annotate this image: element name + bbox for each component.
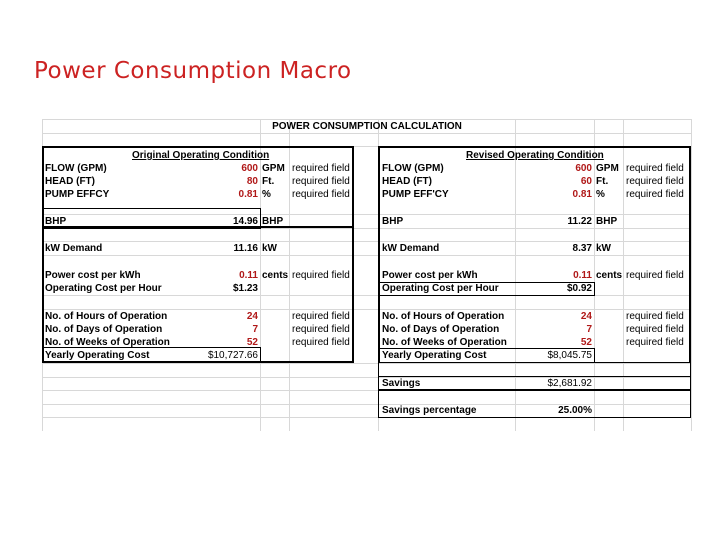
original-kw-label: kW Demand	[45, 243, 103, 254]
revised-eff-label: PUMP EFF'CY	[382, 189, 449, 200]
revised-yearly-value: $8,045.75	[547, 350, 592, 361]
original-eff-label: PUMP EFFCY	[45, 189, 110, 200]
original-kw-unit: kW	[262, 243, 277, 254]
original-bhp-label: BHP	[45, 216, 67, 227]
original-cost-kwh-unit: cents	[262, 270, 289, 281]
revised-kw-unit: kW	[596, 243, 611, 254]
original-kw-value: 11.16	[233, 243, 258, 254]
revised-cost-kwh-input[interactable]: 0.11	[573, 270, 592, 281]
revised-kw-label: kW Demand	[382, 243, 440, 254]
revised-eff-note: required field	[626, 189, 684, 200]
revised-flow-input[interactable]: 600	[575, 163, 592, 174]
sheet-header: POWER CONSUMPTION CALCULATION	[272, 121, 462, 132]
revised-weeks-label: No. of Weeks of Operation	[382, 337, 507, 348]
original-flow-unit: GPM	[262, 163, 285, 174]
original-bhp-value: 14.96	[232, 216, 258, 227]
savings-value: $2,681.92	[547, 378, 592, 389]
slide-title: Power Consumption Macro	[34, 58, 352, 84]
spreadsheet	[42, 119, 692, 431]
revised-bhp-value: 11.22	[567, 216, 592, 227]
original-flow-note: required field	[292, 163, 350, 174]
original-eff-unit: %	[262, 189, 271, 200]
original-flow-input[interactable]: 600	[241, 163, 258, 174]
revised-head-label: HEAD (FT)	[382, 176, 432, 187]
original-days-label: No. of Days of Operation	[45, 324, 163, 335]
original-heading: Original Operating Condition	[132, 150, 270, 161]
revised-heading: Revised Operating Condition	[466, 150, 604, 161]
savings-percentage-value: 25.00%	[558, 405, 592, 416]
revised-hours-input[interactable]: 24	[580, 311, 592, 322]
revised-days-note: required field	[626, 324, 684, 335]
original-yearly-value: $10,727.66	[207, 350, 258, 361]
original-days-note: required field	[292, 324, 350, 335]
original-cost-kwh-input[interactable]: 0.11	[239, 270, 258, 281]
original-cost-hour-value: $1.23	[232, 283, 258, 294]
revised-hours-label: No. of Hours of Operation	[382, 311, 505, 322]
original-cost-kwh-note: required field	[292, 270, 350, 281]
original-hours-input[interactable]: 24	[246, 311, 258, 322]
revised-eff-unit: %	[596, 189, 605, 200]
revised-flow-note: required field	[626, 163, 684, 174]
revised-flow-label: FLOW (GPM)	[382, 163, 444, 174]
original-weeks-note: required field	[292, 337, 350, 348]
revised-cost-kwh-label: Power cost per kWh	[382, 270, 478, 281]
revised-cost-hour-value: $0.92	[566, 283, 592, 294]
original-hours-note: required field	[292, 311, 350, 322]
revised-kw-value: 8.37	[572, 243, 592, 254]
savings-percentage-label: Savings percentage	[382, 405, 477, 416]
revised-head-note: required field	[626, 176, 684, 187]
original-cost-hour-label: Operating Cost per Hour	[45, 283, 162, 294]
original-weeks-label: No. of Weeks of Operation	[45, 337, 170, 348]
original-weeks-input[interactable]: 52	[246, 337, 258, 348]
revised-head-unit: Ft.	[596, 176, 609, 187]
original-head-note: required field	[292, 176, 350, 187]
revised-eff-input[interactable]: 0.81	[572, 189, 592, 200]
revised-weeks-input[interactable]: 52	[580, 337, 592, 348]
original-eff-input[interactable]: 0.81	[238, 189, 258, 200]
original-yearly-label: Yearly Operating Cost	[45, 350, 150, 361]
savings-label: Savings	[382, 378, 421, 389]
original-head-input[interactable]: 80	[246, 176, 258, 187]
original-bhp-unit: BHP	[262, 216, 284, 227]
revised-cost-hour-label: Operating Cost per Hour	[382, 283, 499, 294]
original-head-label: HEAD (FT)	[45, 176, 95, 187]
original-head-unit: Ft.	[262, 176, 275, 187]
revised-head-input[interactable]: 60	[580, 176, 592, 187]
original-days-input[interactable]: 7	[252, 324, 258, 335]
revised-yearly-label: Yearly Operating Cost	[382, 350, 487, 361]
revised-hours-note: required field	[626, 311, 684, 322]
original-hours-label: No. of Hours of Operation	[45, 311, 168, 322]
revised-weeks-note: required field	[626, 337, 684, 348]
revised-cost-kwh-note: required field	[626, 270, 684, 281]
revised-days-input[interactable]: 7	[586, 324, 592, 335]
revised-bhp-label: BHP	[382, 216, 404, 227]
original-cost-kwh-label: Power cost per kWh	[45, 270, 141, 281]
original-flow-label: FLOW (GPM)	[45, 163, 107, 174]
original-eff-note: required field	[292, 189, 350, 200]
revised-days-label: No. of Days of Operation	[382, 324, 500, 335]
revised-bhp-unit: BHP	[596, 216, 618, 227]
revised-flow-unit: GPM	[596, 163, 619, 174]
revised-cost-kwh-unit: cents	[596, 270, 623, 281]
